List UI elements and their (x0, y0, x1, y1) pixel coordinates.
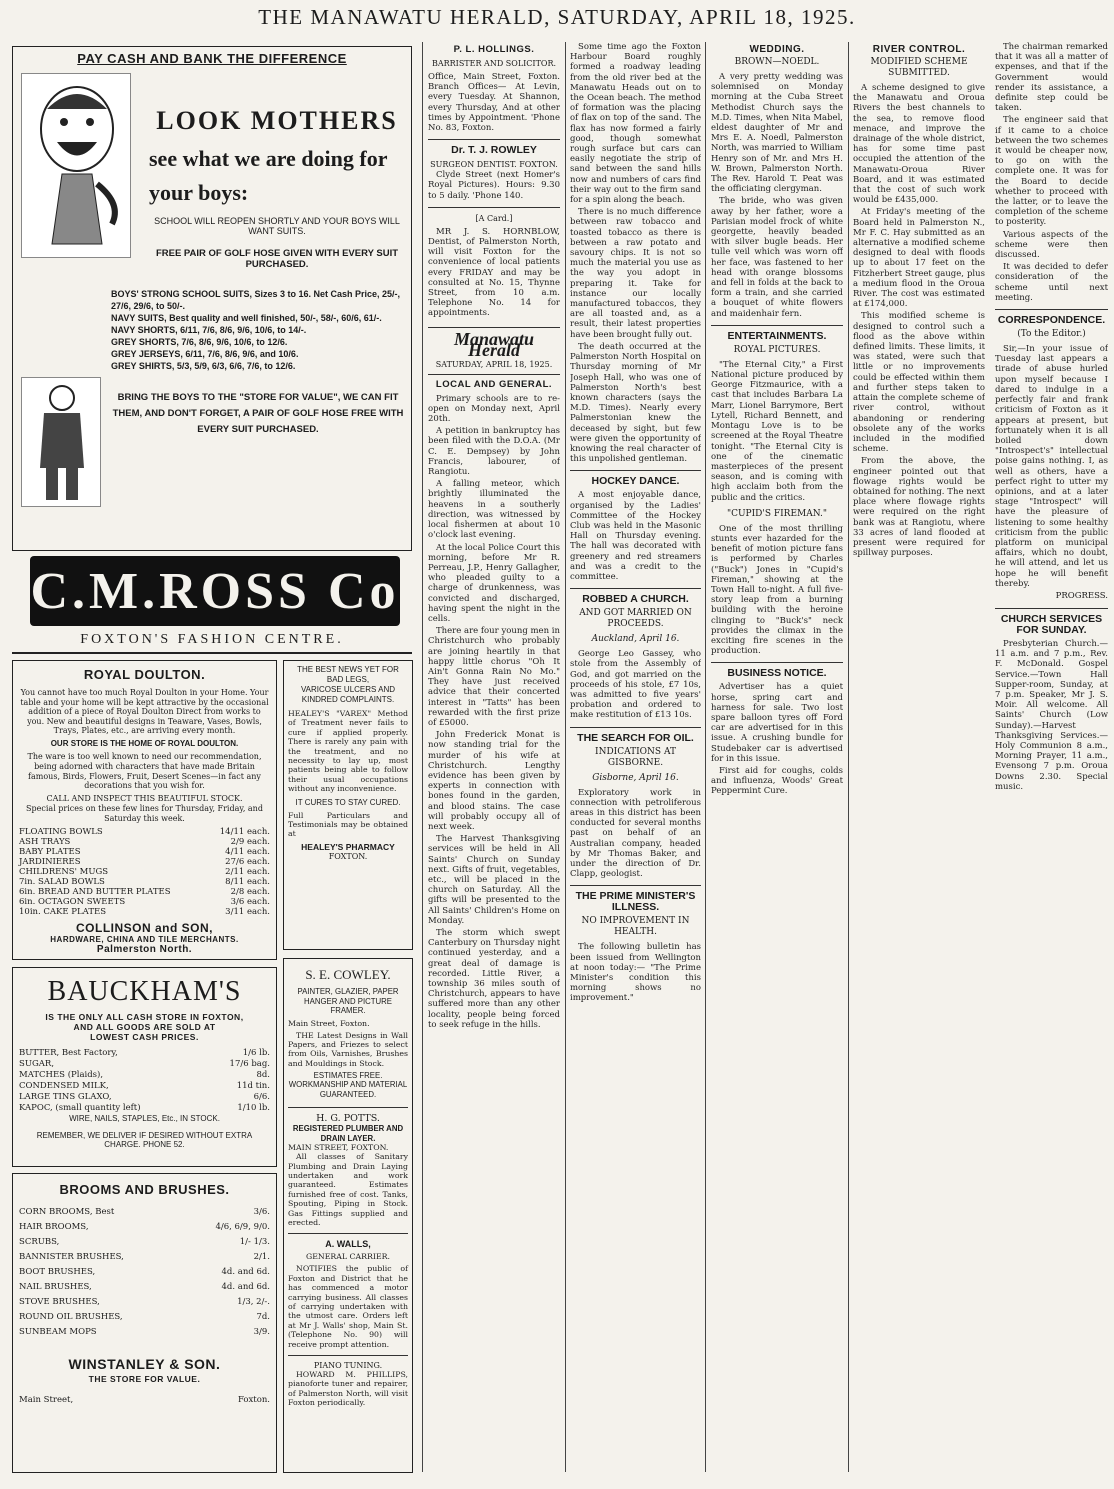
boy-illustration (21, 73, 131, 258)
local-para: The storm which swept Canterbury on Thursday night continued yesterday, and a great deal of damage is recorded. Little River, a township 36 miles south of Christchurch, appears to have suffered more than any other locality, people being forced to seek refuge in the hills. (428, 928, 560, 1030)
local-para: At the local Police Court this morning, before Mr R. Perreau, J.P., Henry Gallagher, who pleaded guilty to a charge of drunkenness, was convicted and discharged, having spent the night in the cells. (428, 542, 560, 624)
price-value: 4d. and 6d. (221, 1282, 270, 1292)
price-row (19, 887, 270, 897)
river-body: A scheme designed to give the Manawatu and Oroua Rivers the best channels to the sea, to remove flood menace, and improve the drainage of the whole district, has for some time past occupied the attention of the Manawatu-Oroua River Board, and it was estimated that the cost of such work would be £435,000. (853, 83, 985, 206)
ross-item: GREY SHIRTS, 5/3, 5/9, 6/3, 6/6, 7/6, to 12/6. (111, 361, 296, 371)
ross-golf: FREE PAIR OF GOLF HOSE GIVEN WITH EVERY SUIT PURCHASED. (155, 248, 399, 270)
cupid-body: One of the most thrilling stunts ever hazarded for the benefit of motion picture fans is performed by Charles ("Buck") Jones in "Cupid's Fireman," showing at the Town Hall to-night. A full five-story leap from a burning building with the heroine clinging to "Buck's" neck provides the climax in the exciting fire scenes in the production. (711, 523, 843, 657)
column-rule (422, 42, 423, 1472)
price-item: MATCHES (Plaids), (19, 1070, 104, 1080)
col3-para: Some time ago the Foxton Harbour Board roughly formed a roadway leading from the old river bed at the Manawatu Heads out on to the Ocean beach. The method of formation was the placing of flax on top of the sand. The flax has now formed a fairly good, though somewhat rough surface but cars can easily negotiate the strip of sand between the sand hills now and numbers of cars find their way out to the firm sand for a spin along the beach. (570, 42, 701, 206)
price-value: 3/6. (253, 1207, 270, 1217)
price-value: 4d. and 6d. (221, 1267, 270, 1277)
price-item: BOOT BRUSHES, (19, 1267, 96, 1277)
price-row (19, 1220, 270, 1235)
price-value: 2/11 each. (225, 866, 270, 877)
laughing-boy-icon (22, 74, 131, 258)
price-row (19, 1103, 270, 1114)
healey-sub: VARICOSE ULCERS AND KINDRED COMPLAINTS. (300, 685, 396, 704)
healey-title: THE BEST NEWS YET FOR BAD LEGS, (297, 665, 399, 684)
price-item: CORN BROOMS, Best (19, 1207, 115, 1217)
price-row (19, 1048, 270, 1059)
ent-title: ENTERTAINMENTS. (711, 325, 843, 342)
price-row (19, 1059, 270, 1070)
bauckham-deliver: REMEMBER, WE DELIVER IF DESIRED WITHOUT EXTRA CHARGE. PHONE 52. (36, 1131, 253, 1149)
cowley-body: THE Latest Designs in Wall Papers, and Friezes to select from Oils, Varnishes, Brushes and Mouldings in Stock. (288, 1030, 408, 1068)
river-title: RIVER CONTROL. (872, 44, 966, 55)
price-value: 3/11 each. (225, 906, 270, 917)
ent-sub: ROYAL PICTURES. (733, 344, 821, 355)
river-body: From the above, the engineer pointed out that flowage rights would be obtained for nothing. The next place where flowage rights were required on the right bank was at Rangiotu, where 33 acres of land flooded at present were required for spillway purposes. (853, 456, 985, 559)
price-row (19, 1265, 270, 1280)
column-5 (853, 42, 985, 1472)
local-para: There are four young men in Christchurch who probably are joining heartily in that happy little chorus "Oh It Ain't Gonna Rain No Mo." They have just received advice that their concerted interest in "Tatts" has been rewarded with the first prize of £5000. (428, 626, 560, 728)
local-para: A petition in bankruptcy has been filed with the D.O.A. (Mr C. E. Dempsey) by John Francis, labourer, of Rangiotu. (428, 426, 560, 478)
col6-para: It was decided to defer consideration of the scheme until next meeting. (995, 262, 1108, 303)
price-item: ASH TRAYS (19, 836, 71, 847)
ross-advertisement (12, 46, 412, 551)
local-para: The Harvest Thanksgiving services will be held in All Saints' Church on Sunday next. Gifts of fruit, vegetables, etc., will be placed in the church on Saturday. All the gifts will be presented to the All Saints' Children's Home on Monday. (428, 834, 560, 926)
healey-cures: IT CURES TO STAY CURED. (295, 797, 401, 807)
price-item: SUNBEAM MOPS (19, 1327, 97, 1337)
doulton-advertisement (12, 660, 277, 960)
business-body: First aid for coughs, colds and influenza, Woods' Great Peppermint Cure. (711, 765, 843, 797)
pm-sub: NO IMPROVEMENT IN HEALTH. (581, 916, 690, 938)
price-value: 2/1. (253, 1252, 270, 1262)
brooms-tag: THE STORE FOR VALUE. (88, 1374, 201, 1384)
price-value: 1/- 1/3. (239, 1237, 270, 1247)
price-value: 14/11 each. (219, 826, 270, 837)
walls-body: NOTIFIES the public of Foxton and District that he has commenced a motor carrying business. All classes of carrying undertaken with the utmost care. Orders left at Mr J. Walls' shop, Main St. (Telephone No. 90) will receive prompt attention. (288, 1264, 408, 1349)
healey-pharmacy: HEALEY'S PHARMACY (301, 841, 395, 852)
price-value: 8/11 each. (225, 876, 270, 887)
price-row (19, 877, 270, 887)
doulton-intro: You cannot have too much Royal Doulton in your Home. Your table and your home will be kept attractive by the occasional addition of a piece of Royal Doulton Direct from works to you. New and beautiful designs in Teaware, Vases, Bowls, Trays, Plates, etc., are arriving every month. (20, 688, 269, 736)
column-rule (565, 42, 566, 1472)
ross-tagline: PAY CASH AND BANK THE DIFFERENCE (77, 51, 347, 66)
price-row (19, 867, 270, 877)
brooms-street: Main Street, (19, 1395, 74, 1405)
price-row (19, 837, 270, 847)
masthead (0, 0, 1114, 42)
boy-suit-illustration (21, 377, 101, 507)
potts-role: REGISTERED PLUMBER AND DRAIN LAYER. (292, 1124, 404, 1143)
card-label: [A Card.] (428, 207, 560, 224)
price-value: 6/6. (253, 1092, 270, 1102)
local-para: A falling meteor, which brightly illuminated the heavens in a southerly direction, was witnessed by local fishermen at about 10 o'clock last evening. (428, 479, 560, 541)
column-2 (428, 42, 560, 1472)
price-value: 2/9 each. (230, 836, 270, 847)
ross-item: GREY JERSEYS, 6/11, 7/6, 8/6, 9/6, and 10/6. (111, 349, 299, 359)
price-item: BABY PLATES (19, 846, 81, 857)
price-value: 4/11 each. (225, 846, 270, 857)
doulton-well: The ware is too well known to need our recommendation, being adorned with characters that have made Britain famous, Birds, Flowers, Fruit, Desert Scenes—in fact any decorations that you wish for. (27, 752, 262, 791)
price-row (19, 1070, 270, 1081)
price-item: CHILDRENS' MUGS (19, 866, 109, 877)
river-body: At Friday's meeting of the Board held in Palmerston N., Mr F. C. Hay submitted as an alternative a modified scheme designed to deal with floods up to about 17 feet on the Fitzherbert Street gauge, plus a medium flood in the Oroua River. The cost was estimated at £174,000. (853, 207, 985, 310)
ross-headline: LOOK MOTHERS (156, 106, 398, 135)
cowley-estimates: ESTIMATES FREE. (313, 1071, 383, 1081)
business-body: Advertiser has a quiet horse, spring cart and harness for sale. Two lost spare balloon tyres off Ford car are advertised for in this issue. A crushing bundle for Studebaker car is advertised for in this issue. (711, 682, 843, 764)
doulton-title: ROYAL DOULTON. (83, 667, 206, 682)
column-rule (705, 42, 706, 1472)
brooms-title: BROOMS AND BRUSHES. (59, 1182, 230, 1197)
price-item: 6in. OCTAGON SWEETS (19, 896, 126, 907)
walls-role: GENERAL CARRIER. (305, 1252, 391, 1262)
hornblow-body: MR J. S. HORNBLOW, Dentist, of Palmerston North, will visit Foxton for the convenience of local patients every FRIDAY and may be consulted at No. 15, Thynne Street, from 10 a.m. Telephone No. 14 for appointments. (428, 226, 560, 319)
price-item: 7in. SALAD BOWLS (19, 876, 105, 887)
price-value: 2/8 each. (230, 886, 270, 897)
price-item: CONDENSED MILK, (19, 1081, 109, 1091)
ross-logo: C.M.ROSS Co (30, 562, 400, 620)
ross-item: GREY SHORTS, 7/6, 8/6, 9/6, 10/6, to 12/6. (111, 337, 288, 347)
doulton-town: Palmerston North. (96, 943, 193, 955)
pm-title: THE PRIME MINISTER'S ILLNESS. (570, 885, 701, 913)
price-item: KAPOC, (small quantity left) (19, 1103, 141, 1113)
oil-body: Exploratory work in connection with petroliferous areas in this district has been conducted for several months past on behalf of an Australian company, headed by Mr Thomas Baker, and under the direction of Dr. Clapp, geologist. (570, 787, 701, 880)
masthead-title: THE MANAWATU HERALD, SATURDAY, APRIL 18, 1925. (258, 5, 856, 29)
price-value: 7d. (256, 1312, 270, 1322)
ross-item: BOYS' STRONG SCHOOL SUITS, Sizes 3 to 16. Net Cash Price, 25/-, 27/6, 29/6, to 50/-. (111, 289, 401, 311)
price-row (19, 1310, 270, 1325)
bauckham-wire: WIRE, NAILS, STAPLES, Etc., IN STOCK. (69, 1114, 220, 1123)
local-title: LOCAL AND GENERAL. (435, 378, 553, 390)
doulton-trade: HARDWARE, CHINA AND TILE MERCHANTS. (50, 934, 239, 944)
local-para: Primary schools are to re-open on Monday next, April 20th. (428, 393, 560, 425)
brooms-town: Foxton. (237, 1395, 270, 1405)
healey-body: HEALEY'S "VAREX" Method of Treatment never fails to cure if applied properly. There is rarely any pain with the treatment, and no necessity to lay up, most patients being able to follow their usual occupations without any inconvenience. (288, 709, 408, 794)
ross-footer: FOXTON'S FASHION CENTRE. (80, 632, 344, 647)
cowley-advertisement (283, 958, 413, 1473)
church-title: CHURCH SERVICES FOR SUNDAY. (995, 608, 1108, 636)
wedding-body: A very pretty wedding was solemnised on Monday morning at the Cuba Street Methodist Church says the M.D. Times, when Nita Mabel, eldest daughter of Mr and Mrs E. A. Noedl, Palmerston North, was married to William Henry son of Mr. and Mrs H. W. Brown, Palmerston North. The Rev. Harold T. Peat was the officiating clergyman. (711, 72, 843, 195)
rowley-role: SURGEON DENTIST. FOXTON. (430, 160, 558, 170)
church-body: Presbyterian Church.—11 a.m. and 7 p.m., Rev. F. McDonald. Gospel Service.—Town Hall Supper-room, Sunday, at 7 p.m. Speaker, Mr J. S. Moir. All welcome. All Saints' Church (Low Sunday).—Harvest Thanksgiving Services.—Holy Communion 8 a.m., Morning Prayer, 11 a.m., Evensong 7 p.m. Oroua Downs 2.30. Special music. (995, 638, 1108, 792)
corr-signature: PROGRESS. (1055, 590, 1108, 601)
cowley-title: S. E. COWLEY. (305, 967, 391, 982)
hollings-body: Office, Main Street, Foxton. Branch Offices— At Levin, every Tuesday. At Shannon, every Thursday, And at other times by Appointment. 'Phone No. 83, Foxton. (428, 72, 560, 134)
bauckham-line3: LOWEST CASH PRICES. (90, 1032, 199, 1042)
cupid-title: "CUPID'S FIREMAN." (726, 508, 828, 519)
local-para: John Frederick Monat is now standing trial for the murder of his wife at Christchurch. Lengthy evidence has been given by experts in connection with bones found in the garden, and blood stains. The case will probably occupy all of next week. (428, 730, 560, 832)
herald-nameplate: Manawatu Herald (428, 327, 560, 356)
divider (12, 652, 412, 654)
ross-item: NAVY SHORTS, 6/11, 7/6, 8/6, 9/6, 10/6, to 14/-. (111, 325, 307, 335)
pm-body: The following bulletin has been issued from Wellington at noon today:— "The Prime Minister's condition this morning shows no improvement." (570, 942, 701, 1004)
price-value: 1/3, 2/-. (237, 1297, 270, 1307)
price-row (19, 1235, 270, 1250)
brooms-address (19, 1394, 270, 1407)
price-item: ROUND OIL BRUSHES, (19, 1312, 123, 1322)
price-item: BUTTER, Best Factory, (19, 1048, 118, 1058)
price-item: STOVE BRUSHES, (19, 1297, 100, 1307)
price-value: 1/10 lb. (237, 1103, 270, 1113)
price-item: FLOATING BOWLS (19, 826, 103, 837)
price-value: 27/6 each. (225, 856, 270, 867)
price-row (19, 1092, 270, 1103)
bauckham-price-list (19, 1048, 270, 1114)
potts-body: All classes of Sanitary Plumbing and Drain Laying undertaken and work guaranteed. Estimates furnished free of cost. Tanks, Spouting, Piping in Stock. Gas Fittings supplied and erected. (288, 1152, 408, 1227)
price-value: 1/6 lb. (242, 1048, 270, 1058)
column-4 (711, 42, 843, 1472)
river-sub: MODIFIED SCHEME SUBMITTED. (870, 57, 968, 78)
cowley-role: PAINTER, GLAZIER, PAPER HANGER AND PICTURE FRAMER. (297, 987, 399, 1015)
rowley-body: Clyde Street (next Homer's Royal Pictures). Hours: 9.30 to 5 daily. 'Phone 140. (428, 170, 560, 201)
oil-title: THE SEARCH FOR OIL. (570, 727, 701, 744)
wedding-sub: BROWN—NOEDL. (734, 57, 820, 67)
col6-para: The chairman remarked that it was all a matter of expenses, and that if the Government would render its assistance, a definite step could be taken. (995, 42, 1108, 114)
doulton-price-list (19, 827, 270, 917)
cowley-guarantee: WORKMANSHIP AND MATERIAL GUARANTEED. (288, 1080, 408, 1099)
ross-logo-banner (30, 556, 400, 626)
column-6 (995, 42, 1108, 1472)
healey-advertisement (283, 660, 413, 950)
doulton-special: Special prices on these few lines for Thursday, Friday, and Saturday this week. (26, 804, 263, 823)
bauckham-title: BAUCKHAM'S (47, 976, 242, 1007)
col3-para: There is no much difference between raw tobacco and toasted tobacco as there is between a raw potato and savoury chips. It is not so much the material you use as the way you adopt in preparing it. Take for instance our locally manufactured tobaccos, they are all toasted and, as a result, their latest properties have been brought fully out. (570, 207, 701, 340)
brooms-price-list (19, 1205, 270, 1340)
business-title: BUSINESS NOTICE. (711, 662, 843, 679)
bauckham-line1: IS THE ONLY ALL CASH STORE IN FOXTON, (45, 1012, 244, 1022)
brooms-firm: WINSTANLEY & SON. (68, 1356, 221, 1372)
price-value: 3/6 each. (230, 896, 270, 907)
price-row (19, 857, 270, 867)
price-value: 4/6, 6/9, 9/0. (215, 1222, 270, 1232)
price-item: SUGAR, (19, 1059, 55, 1069)
corr-body: Sir,—In your issue of Tuesday last appears a tirade of abuse hurled upon myself because I dared to indulge in a perfectly fair and frank criticism of Foxton as it appears at present, but fortunately when it is all boiled down "Introspect's" intellectual poise gains nothing. I, as well as others, have a perfect right to utter my opinions, and at a later stage "Introspect" will have the pleasure of listening to some healthy criticism from the public platform on municipal affairs, which no doubt, he will attend, and let us hope he will benefit thereby. (995, 344, 1108, 589)
robbed-body: George Leo Gassey, who stole from the Assembly of God, and got married on the proceeds of his stole, £7 10s, was admitted to five years' probation and ordered to make restitution of £13 10s. (570, 649, 701, 721)
price-item: LARGE TINS GLAXO, (19, 1092, 112, 1102)
price-value: 17/6 bag. (229, 1059, 270, 1069)
corr-title: CORRESPONDENCE. (995, 309, 1108, 326)
col6-para: The engineer said that if it came to a choice between the two schemes it would be cheaper now, to go on with the complete one. It was for the Board to decide whether to proceed with the latter, or to leave the completion of the scheme to posterity. (995, 115, 1108, 228)
hollings-role: BARRISTER AND SOLICITOR. (431, 59, 557, 68)
ross-sub2: your boys: (149, 180, 249, 205)
price-item: 10in. CAKE PLATES (19, 906, 107, 917)
price-row (19, 1280, 270, 1295)
price-value: 8d. (256, 1070, 270, 1080)
healey-town: FOXTON. (328, 851, 368, 861)
price-item: SCRUBS, (19, 1237, 60, 1247)
wedding-title: WEDDING. (749, 44, 805, 55)
river-body: This modified scheme is designed to control such a flood as the above within defined limits. These limits, it was stated, were such that little or no improvements could be effected within them and further steps taken to attain the complete scheme of river control, without abandoning or rendering obsolete any of the works included in the modified scheme. (853, 311, 985, 455)
brooms-advertisement (12, 1173, 277, 1473)
boy-in-suit-icon (22, 378, 101, 507)
price-item: NAIL BRUSHES, (19, 1282, 92, 1292)
price-value: 3/9. (253, 1327, 270, 1337)
potts-street: MAIN STREET, FOXTON. (288, 1143, 389, 1153)
oil-sub: INDICATIONS AT GISBORNE. (595, 746, 676, 768)
walls-title: A. WALLS, (288, 1233, 408, 1249)
wedding-body: The bride, who was given away by her father, wore a Parisian model frock of white georgette, heavily beaded with silver bugle beads. Her tulle veil which was worn off her face, was fastened to her head with orange blossoms and fell in folds at the back to form a train, and she carried a bouquet of white flowers and maidenhair fern. (711, 196, 843, 319)
rowley-title: Dr. T. J. ROWLEY (428, 139, 560, 156)
hockey-body: A most enjoyable dance, organised by the Ladies' Committee of the Hockey Club was held in the Masonic Hall on Thursday evening. The hall was decorated with greenery and red streamers and was a credit to the committee. (570, 490, 701, 582)
price-row (19, 897, 270, 907)
price-row (19, 907, 270, 917)
col3-para: The death occurred at the Palmerston North Hospital on Thursday morning of Mr Joseph Hall, who was one of Palmerston North's best known characters (says the M.D. Times). Nearly every Palmerstonian knew the deceased by sight, but few were given the opportunity of knowing the real character of this unpolished gentleman. (570, 341, 701, 465)
ross-reopen: SCHOOL WILL REOPEN SHORTLY AND YOUR BOYS WILL WANT SUITS. (154, 216, 400, 236)
corr-sub: (To the Editor.) (1017, 329, 1086, 340)
cowley-street: Main Street, Foxton. (288, 1018, 370, 1028)
hollings-title: P. L. HOLLINGS. (453, 44, 535, 55)
price-item: HAIR BROOMS, (19, 1222, 89, 1232)
ross-sub1: see what we are doing for (149, 146, 388, 171)
potts-title: H. G. POTTS. (288, 1107, 408, 1124)
col6-para: Various aspects of the scheme were then discussed. (995, 229, 1108, 261)
robbed-dateline: Auckland, April 16. (591, 634, 680, 645)
ross-item: NAVY SUITS, Best quality and well finished, 50/-, 58/-, 60/6, 61/-. (111, 313, 382, 323)
ross-closing: BRING THE BOYS TO THE "STORE FOR VALUE", WE CAN FIT THEM, AND DON'T FORGET, A PAIR OF GOLF HOSE FREE WITH EVERY SUIT PURCHASED. (112, 392, 404, 435)
price-item: BANNISTER BRUSHES, (19, 1252, 124, 1262)
price-row (19, 1295, 270, 1310)
healey-full: Full Particulars and Testimonials may be obtained at (288, 810, 408, 839)
ent-body: "The Eternal City," a First National picture produced by George Fitzmaurice, with a cast that includes Barbara La Marr, Lionel Barrymore, Bert Lytell, Richard Bennett, and Montagu Love is to be screened at the Royal Theatre tonight. "The Eternal City is one of the cinematic masterpieces of the present season, and is coming with high acclaim both from the public and the critics. (711, 359, 843, 503)
price-row (19, 1325, 270, 1340)
piano-body: HOWARD M. PHILLIPS, pianoforte tuner and repairer, of Palmerston North, will visit Foxton periodically. (288, 1370, 408, 1408)
price-row (19, 1250, 270, 1265)
price-value: 11d tin. (236, 1081, 270, 1091)
piano-title: PIANO TUNING. (288, 1355, 408, 1370)
herald-date: SATURDAY, APRIL 18, 1925. (428, 359, 560, 375)
robbed-sub: AND GOT MARRIED ON PROCEEDS. (579, 608, 692, 630)
price-row (19, 1081, 270, 1092)
doulton-store: OUR STORE IS THE HOME OF ROYAL DOULTON. (50, 738, 239, 748)
robbed-title: ROBBED A CHURCH. (570, 588, 701, 605)
bauckham-advertisement (12, 967, 277, 1167)
ross-item-list (111, 288, 405, 372)
hockey-title: HOCKEY DANCE. (570, 470, 701, 487)
column-3 (570, 42, 701, 1472)
price-item: JARDINIERES (19, 856, 81, 867)
oil-dateline: Gisborne, April 16. (592, 772, 679, 783)
doulton-call: CALL AND INSPECT THIS BEAUTIFUL STOCK. (46, 793, 243, 803)
column-rule (848, 42, 849, 1472)
price-row (19, 827, 270, 837)
price-row (19, 1205, 270, 1220)
doulton-firm: COLLINSON and SON, (75, 920, 213, 935)
price-item: 6in. BREAD AND BUTTER PLATES (19, 886, 171, 897)
price-row (19, 847, 270, 857)
bauckham-line2: AND ALL GOODS ARE SOLD AT (73, 1022, 216, 1032)
